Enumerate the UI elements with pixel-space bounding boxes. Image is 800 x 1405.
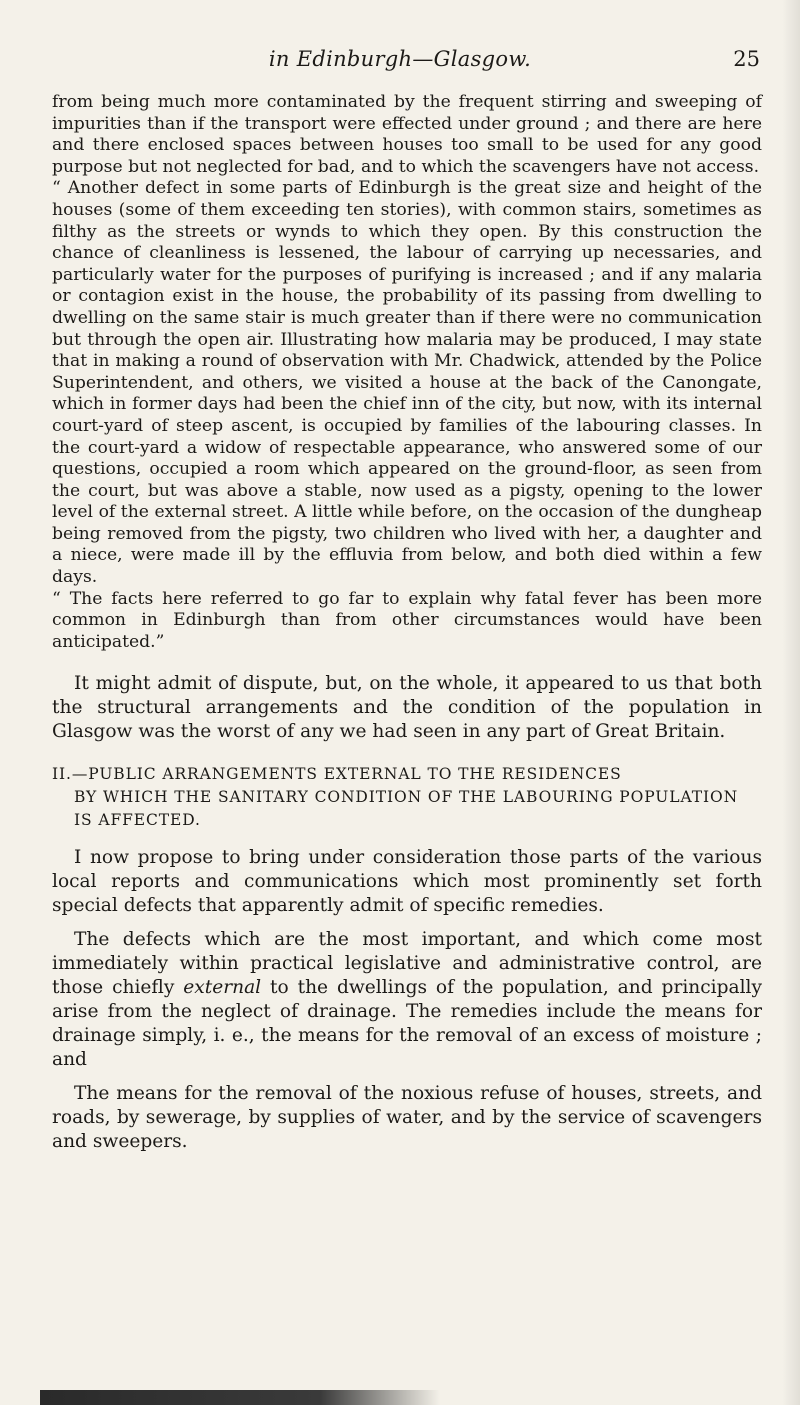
body-paragraph-1: It might admit of dispute, but, on the whole, it appeared to us that both the structural arrangements and the condition of the population in Glasgow was the worst of any we had seen in any part of Great Britain. bbox=[52, 673, 762, 743]
section-body bbox=[52, 846, 762, 1154]
quote-paragraph-3: “ The facts here referred to go far to explain why fatal fever has been more common in Edinburgh than from other circumstances would have been anticipated.” bbox=[52, 588, 762, 652]
section-paragraph-2-end: to the dwellings of the population, and principally arise from the neglect of drainage. The remedies include the means for drainage simply, i. e., the means for the removal of an excess of moisture ; and bbox=[52, 977, 762, 1071]
section-paragraph-1: I now propose to bring under consideration those parts of the various local reports and communications which most prominently set forth special defects that apparently admit of specific remedies. bbox=[52, 847, 762, 917]
emphasis-external: external bbox=[183, 977, 262, 999]
section-paragraph-2 bbox=[52, 928, 762, 1072]
text-block bbox=[52, 92, 762, 1154]
page-edge-shadow-bottom bbox=[40, 1390, 440, 1405]
quote-paragraph-2: “ Another defect in some parts of Edinburgh is the great size and height of the houses (some of them exceeding ten stories), with common stairs, sometimes as filthy as the streets or wynds to which they open. By this construction the chance of cleanliness is lessened, the labour of carrying up necessaries, and particularly water for the purposes of purifying is increased ; and if any malaria or contagion exist in the house, the probability of its passing from dwelling to dwelling on the same stair is much greater than if there were no communication but through the open air. Illustrating how malaria may be produced, I may state that in making a round of observation with Mr. Chadwick, attended by the Police Superintendent, and others, we visited a house at the back of the Canongate, which in former days had been the chief inn of the city, but now, with its internal court-yard of steep ascent, is occupied by families of the labouring classes. In the court-yard a widow of respectable appearance, who answered some of our questions, occupied a room which appeared on the ground-floor, as seen from the court, but was above a stable, now used as a pigsty, opening to the lower level of the external street. A little while before, on the occasion of the dungheap being removed from the pigsty, two children who lived with her, a daughter and a niece, were made ill by the effluvia from below, and both died within a few days. bbox=[52, 178, 762, 588]
section-heading-line-2: BY WHICH THE SANITARY CONDITION OF THE LABOURING POPULATION IS AFFECTED. bbox=[74, 788, 739, 830]
section-heading bbox=[52, 763, 762, 832]
running-head bbox=[0, 47, 800, 77]
commentary bbox=[52, 672, 762, 744]
running-title: in Edinburgh—Glasgow. bbox=[268, 47, 532, 71]
quoted-report bbox=[52, 92, 762, 653]
page-edge-shadow-right bbox=[782, 0, 800, 1405]
page-number: 25 bbox=[733, 47, 760, 71]
section-heading-line-1: II.—PUBLIC ARRANGEMENTS EXTERNAL TO THE RESIDENCES bbox=[52, 765, 622, 784]
section-paragraph-3: The means for the removal of the noxious refuse of houses, streets, and roads, by sewerage, by supplies of water, and by the service of scavengers and sweepers. bbox=[52, 1083, 762, 1153]
section-paragraph-2-start: The defects which are the most important, and which come most immediately within practical legislative and administrative control, are those chiefly bbox=[52, 929, 762, 999]
quote-paragraph-1: from being much more contaminated by the frequent stirring and sweeping of impurities than if the transport were effected under ground ; and there are here and there enclosed spaces between houses too small to be used for any good purpose but not neglected for bad, and to which the scavengers have not access. bbox=[52, 92, 762, 177]
